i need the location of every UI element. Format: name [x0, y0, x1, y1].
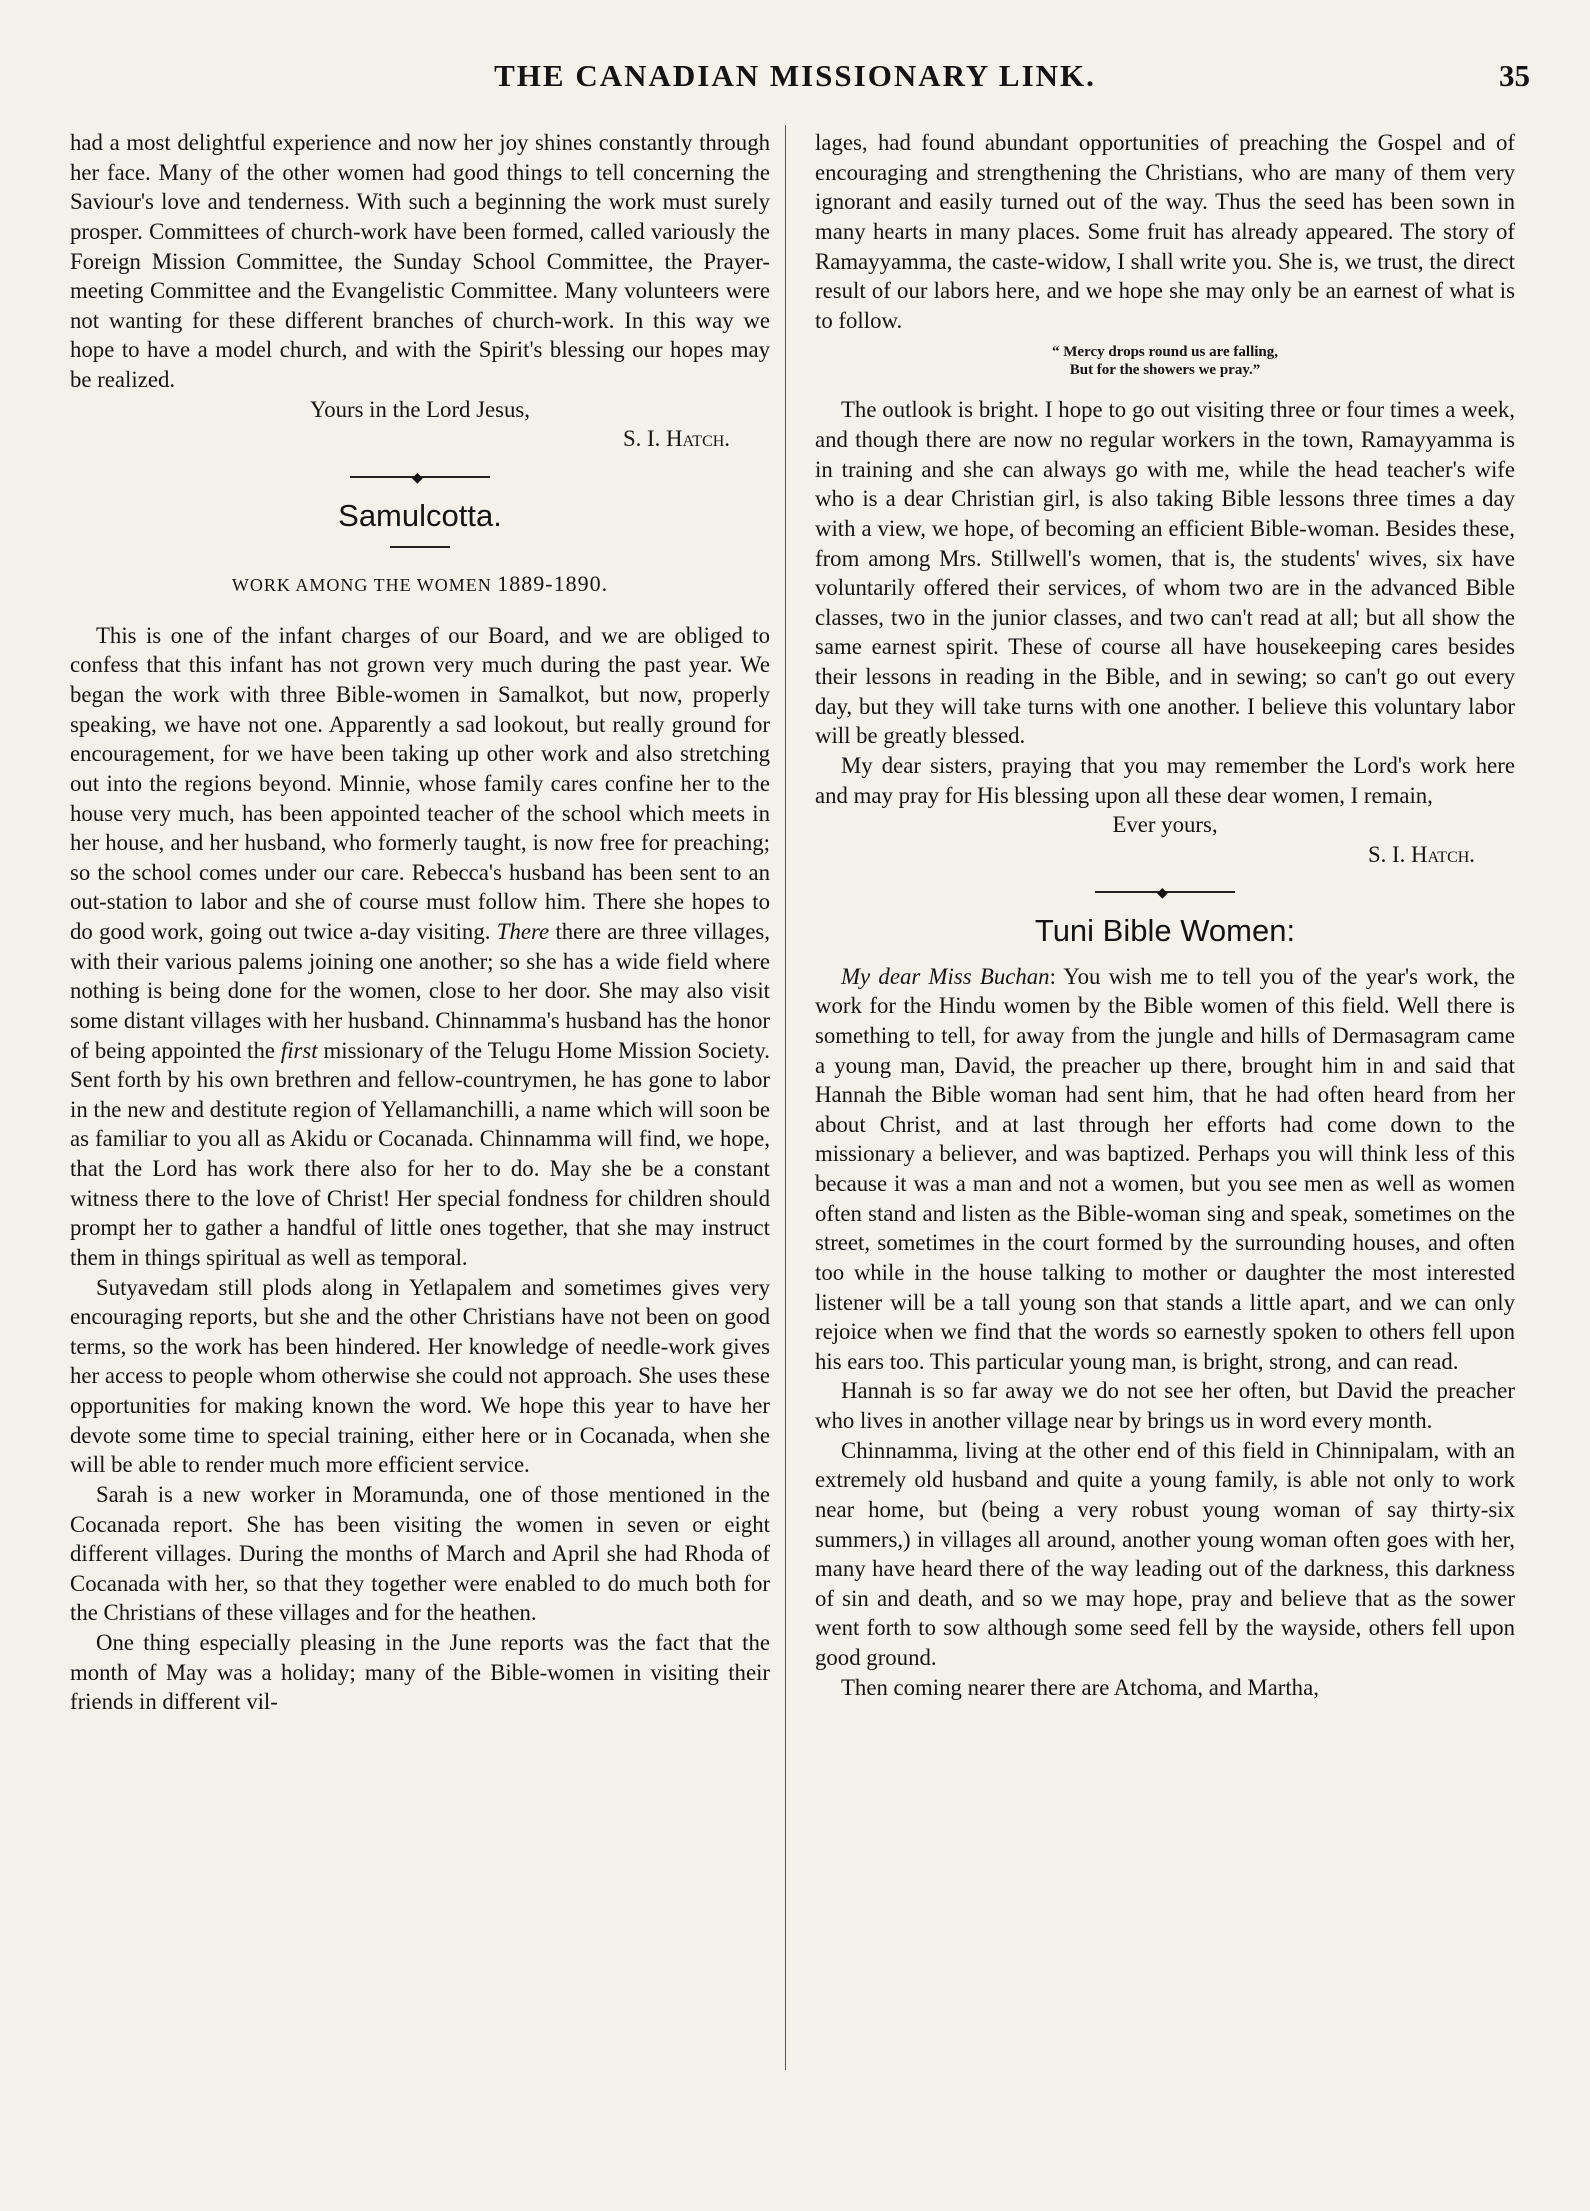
letter-closing: Ever yours, — [1112, 812, 1218, 838]
page-number: 35 — [1499, 58, 1530, 93]
text-run: missionary of the Telugu Home Mission Society. Sent forth by his own brethren and fellow-countrymen, he has gone to labor in the new and destitute region of Yellamanchilli, a name which will soon be as familiar to you all as Akidu or Cocanada. Chinnamma will find, we hope, that the Lord has work there also for her to do. May she be a constant witness there to the love of Christ! Her special fondness for children should prompt her to gather a handful of little ones together, that she may instruct them in things spiritual as well as temporal. — [70, 1037, 770, 1270]
body-paragraph: Chinnamma, living at the other end of this field in Chinnipalam, with an extremely old husband and quite a young family, is able not only to work near home, but (being a very robust young woman of say thirty-six summers,) in villages all around, another young woman often goes with her, many have heard there of the way leading out of the darkness, this darkness of sin and death, and so we may hope, pray and believe that as the sower went forth to sow although some seed fell by the wayside, others fell upon good ground. — [815, 1437, 1515, 1671]
column-divider — [785, 125, 786, 2070]
verse-quote — [815, 343, 1515, 379]
subheading-text: WORK AMONG THE WOMEN — [231, 575, 492, 596]
left-column — [70, 128, 770, 1717]
quote-line: But for the showers we pray.” — [1069, 362, 1261, 379]
right-column — [815, 128, 1515, 1702]
letter-closing: Yours in the Lord Jesus, — [310, 396, 530, 422]
letter-continuation-paragraph: had a most delightful experience and now her joy shines constantly through her face. Many of the other women had good things to tell concerning the Saviour's love and tenderness. With such a beginning the work must surely prosper. Committees of church-work have been formed, called variously the Foreign Mission Committee, the Sunday School Committee, the Prayer-meeting Committee and the Evangelistic Committee. Many volunteers were not wanting for these different branches of church-work. In this way we hope to have a model church, and with the Spirit's blessing our hopes may be realized. — [70, 130, 770, 392]
text-run: : You wish me to tell you of the year's work, the work for the Hindu women by the Bible women of this field. Well there is something to tell, for away from the jungle and hills of Dermasagram came a young man, David, the preacher up there, brought him in and said that Hannah the Bible woman had sent him, that he had often heard from her about Christ, and at last through her efforts had come down to the missionary a believer, and was baptized. Perhaps you will think less of this because it was a man and not a women, but you see men as well as women often stand and listen as the Bible-woman sing and speak, sometimes on the street, sometimes in the court formed by the surrounding houses, and often too while in the house talking to mother or daughter the most interested listener will be a tall young son that stands a little apart, and we can only rejoice when we find that the words so earnestly spoken to others fell upon his ears too. This particular young man, is bright, strong, and can read. — [815, 963, 1515, 1374]
body-paragraph — [815, 962, 1515, 1377]
body-paragraph: My dear sisters, praying that you may remember the Lord's work here and may pray for His blessing upon all these dear women, I remain, — [815, 752, 1515, 808]
section-divider: ◆ — [1095, 891, 1235, 893]
body-paragraph: The outlook is bright. I hope to go out visiting three or four times a week, and though there are now no regular workers in the town, Ramayyamma is in training and she can always go with me, while the head teacher's wife who is a dear Christian girl, is also taking Bible lessons three times a day with a view, we hope, of becoming an efficient Bible-woman. Besides these, from among Mrs. Stillwell's women, that is, the students' wives, six have voluntarily offered their services, of whom two are in the advanced Bible classes, two in the junior classes, and two can't read at all; but all show the same earnest spirit. These of course all have housekeeping cares besides their lessons in reading in the Bible, and in sewing; so can't go out every day, but they will take turns with one another. I believe this voluntary labor will be greatly blessed. — [815, 397, 1515, 749]
body-paragraph: Sarah is a new worker in Moramunda, one of those mentioned in the Cocanada report. She has been visiting the women in seven or eight different villages. During the months of March and April she had Rhoda of Cocanada with her, so that they together were enabled to do much both for the Christians of these villages and for the heathen. — [70, 1481, 770, 1626]
emphasis-text: first — [280, 1037, 318, 1063]
quote-line: “ Mercy drops round us are falling, — [1052, 344, 1278, 361]
section-subheading — [70, 570, 770, 599]
emphasis-text: There — [496, 919, 550, 945]
body-paragraph — [70, 621, 770, 1273]
subheading-year: 1889-1890. — [497, 571, 609, 597]
body-paragraph: Then coming nearer there are Atchoma, and Martha, — [841, 1674, 1319, 1700]
section-title-tuni: Tuni Bible Women: — [1034, 913, 1296, 949]
body-paragraph: lages, had found abundant opportunities of preaching the Gospel and of encouraging and strengthening the Christians, who are many of them very ignorant and easily turned out of the way. Thus the seed has been sown in many hearts in many places. Some fruit has already appeared. The story of Ramayyamma, the caste-widow, I shall write you. She is, we trust, the direct result of our labors here, and we hope she may only be an earnest of what is to follow. — [815, 130, 1515, 333]
body-paragraph: Hannah is so far away we do not see her often, but David the preacher who lives in another village near by brings us in word every month. — [815, 1378, 1515, 1434]
body-paragraph: One thing especially pleasing in the June reports was the fact that the month of May was a holiday; many of the Bible-women in visiting their friends in different vil- — [70, 1630, 770, 1715]
text-run: This is one of the infant charges of our Board, and we are obliged to confess that this infant has not grown very much during the past year. We began the work with three Bible-women in Samalkot, but now, properly speaking, we have not one. Apparently a sad lookout, but really ground for encouragement, for we have been taking up other work and also stretching out into the regions beyond. Minnie, whose family cares confine her to the house very much, has been appointed teacher of the school which meets in her house, and her husband, who formerly taught, is now free for preaching; so the school comes under our care. Rebecca's husband has been sent to an out-station to labor and she of course must follow him. There she hopes to do good work, going out twice a-day visiting. — [70, 622, 770, 945]
letter-signature: S. I. Hatch. — [1367, 841, 1475, 867]
running-title: THE CANADIAN MISSIONARY LINK. — [494, 58, 1096, 93]
body-paragraph: Sutyavedam still plods along in Yetlapalem and sometimes gives very encouraging reports, but she and the other Christians have not been on good terms, so the work has been hindered. Her knowledge of needle-work gives her access to people whom otherwise she could not approach. She uses these opportunities for making known the word. We hope this year to have her devote some time to special training, either here or in Cocanada, when she will be able to render much more efficient service. — [70, 1274, 770, 1478]
text-run: there are three villages, with their various palems joining one another; so she has a wide field where nothing is being done for the women, close to her door. She may also visit some distant villages with her husband. Chinnamma's husband has the honor of being appointed the — [70, 919, 771, 1063]
salutation: My dear Miss Buchan — [841, 963, 1050, 989]
letter-signature: S. I. Hatch. — [622, 426, 730, 452]
page-header — [60, 58, 1530, 110]
section-title-samulcotta: Samulcotta. — [338, 497, 502, 533]
section-divider: ◆ — [350, 476, 490, 478]
title-rule — [390, 546, 450, 548]
